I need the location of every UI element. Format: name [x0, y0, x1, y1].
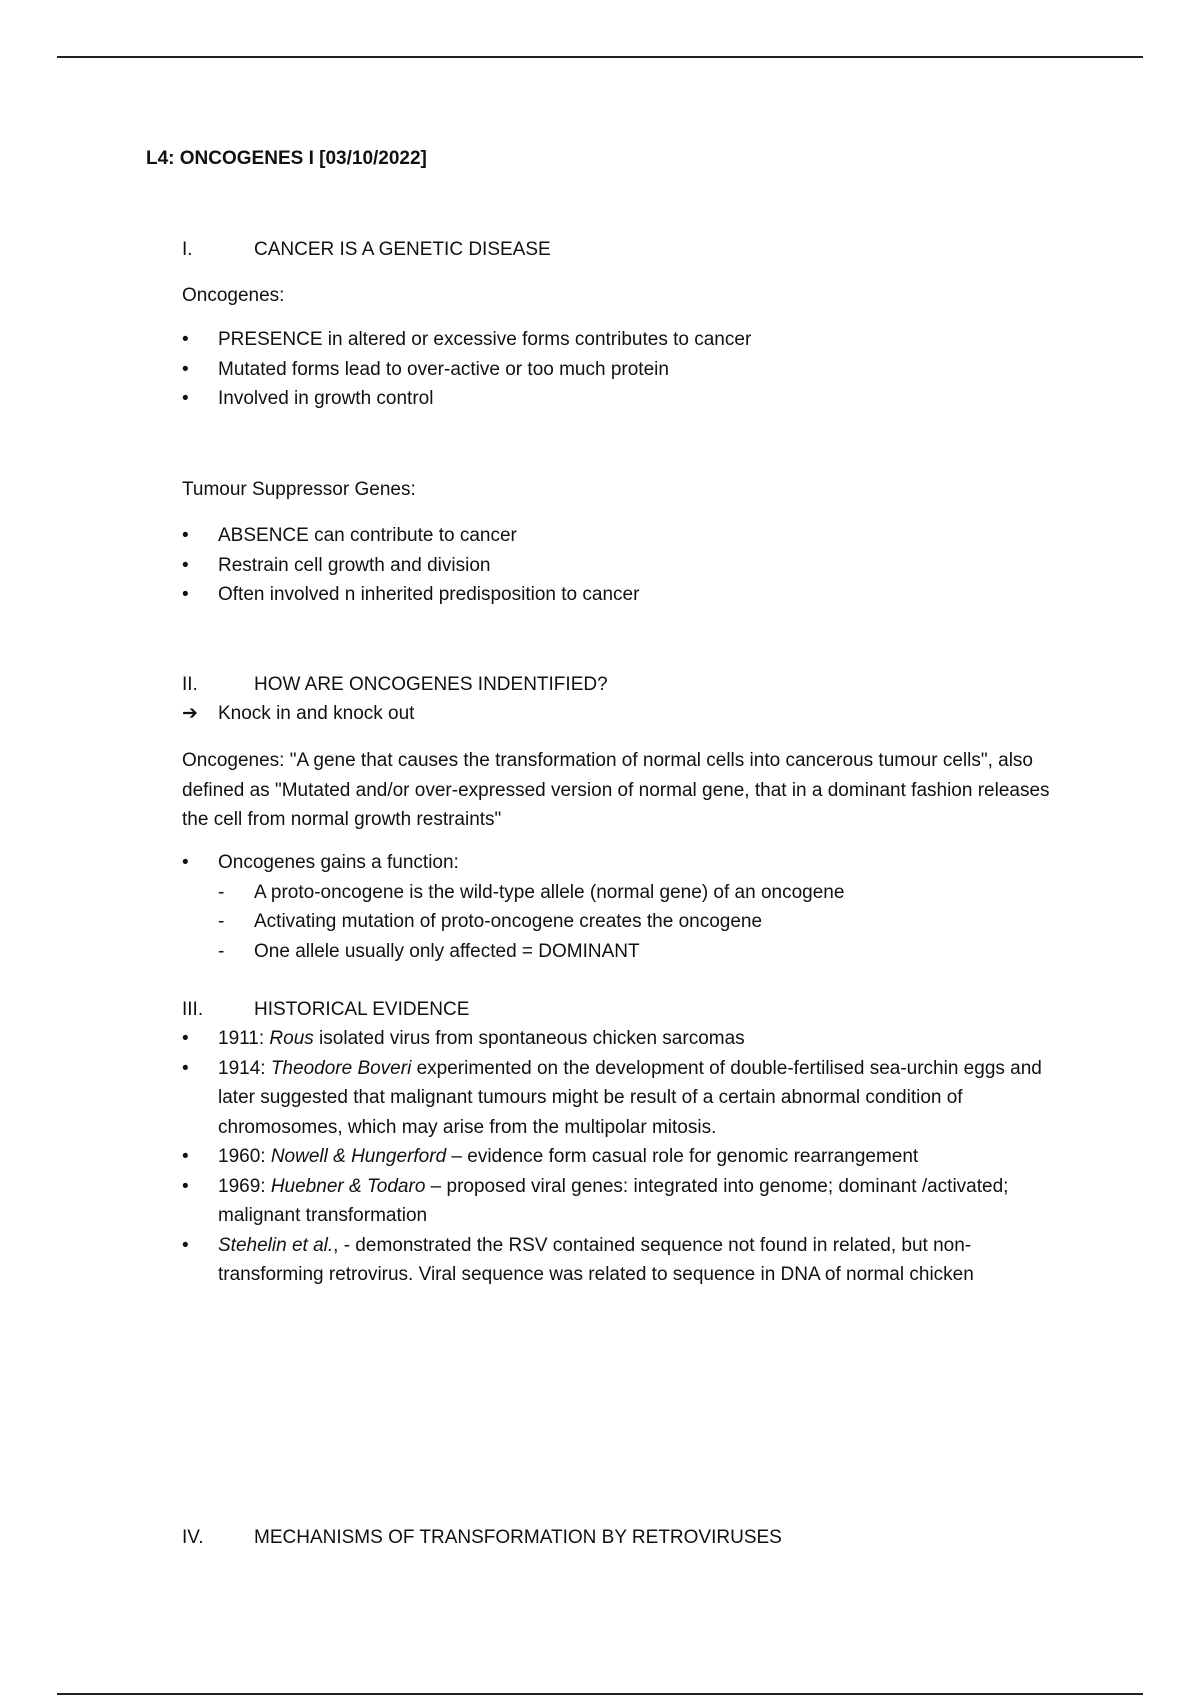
list-item: • Oncogenes gains a function: - A proto-oncogene is the wild-type allele (normal gene) of an oncogene - Activating mutation of proto-oncogene creates the oncogene - One allele usually only affected = DOMINANT [182, 848, 1062, 966]
list-item: • Mutated forms lead to over-active or too much protein [182, 355, 1062, 385]
bullet-icon: • [182, 1057, 189, 1079]
top-rule [57, 56, 1143, 58]
list-item: • 1969: Huebner & Todaro – proposed viral genes: integrated into genome; dominant /activated; malignant transformation [182, 1172, 1062, 1231]
tsg-list [182, 521, 1062, 610]
list-item: • Restrain cell growth and division [182, 551, 1062, 581]
gain-of-function-list [182, 848, 1062, 966]
dash-icon: - [218, 940, 225, 962]
list-item: • Involved in growth control [182, 384, 1062, 414]
list-item: • PRESENCE in altered or excessive forms contributes to cancer [182, 325, 1062, 355]
arrow-right-icon: ➔ [182, 703, 198, 724]
page-title: L4: ONCOGENES I [03/10/2022] [146, 148, 427, 169]
list-item: • Stehelin et al., - demonstrated the RSV contained sequence not found in related, but non-transforming retrovirus. Viral sequence was related to sequence in DNA of normal chicken [182, 1231, 1062, 1290]
oncogenes-label: Oncogenes: [182, 285, 285, 306]
tsg-label: Tumour Suppressor Genes: [182, 479, 416, 500]
historical-evidence-list [182, 1024, 1062, 1290]
bullet-icon: • [182, 852, 189, 873]
list-item: • 1914: Theodore Boveri experimented on the development of double-fertilised sea-urchin eggs and later suggested that malignant tumours might be result of a certain abnormal condition of chromosomes, which may arise from the multipolar mitosis. [182, 1054, 1062, 1143]
bullet-icon: • [182, 1028, 189, 1049]
section-4-heading [182, 1524, 782, 1552]
section-4-number: IV. [182, 1527, 204, 1548]
list-item: • Often involved n inherited predisposition to cancer [182, 580, 1062, 610]
sub-list-item: - Activating mutation of proto-oncogene creates the oncogene [218, 907, 1062, 937]
section-3-title: HISTORICAL EVIDENCE [254, 999, 470, 1020]
bullet-icon: • [182, 329, 189, 350]
section-2-title: HOW ARE ONCOGENES INDENTIFIED? [254, 674, 608, 695]
bullet-icon: • [182, 554, 189, 576]
section-3-heading [182, 996, 469, 1024]
gain-of-function-sublist [218, 878, 1062, 967]
section-2-heading [182, 671, 608, 699]
bullet-icon: • [182, 358, 189, 380]
dash-icon: - [218, 881, 225, 903]
bullet-icon: • [182, 1175, 189, 1197]
section-2-number: II. [182, 674, 198, 695]
section-1-title: CANCER IS A GENETIC DISEASE [254, 239, 551, 260]
section-3-number: III. [182, 999, 204, 1020]
section-1-number: I. [182, 239, 193, 260]
list-item: • 1911: Rous isolated virus from spontaneous chicken sarcomas [182, 1024, 1062, 1054]
section-4-title: MECHANISMS OF TRANSFORMATION BY RETROVIRUSES [254, 1527, 782, 1548]
bullet-icon: • [182, 1234, 189, 1256]
bullet-icon: • [182, 388, 189, 409]
bottom-rule [57, 1693, 1143, 1695]
oncogenes-list [182, 325, 1062, 414]
list-item: • ABSENCE can contribute to cancer [182, 521, 1062, 551]
list-item: • 1960: Nowell & Hungerford – evidence form casual role for genomic rearrangement [182, 1142, 1062, 1172]
sub-list-item: - A proto-oncogene is the wild-type allele (normal gene) of an oncogene [218, 878, 1062, 908]
bullet-icon: • [182, 1146, 189, 1167]
section-1-heading [182, 236, 551, 264]
bullet-icon: • [182, 525, 189, 546]
knock-in-knock-out: ➔ Knock in and knock out [182, 700, 414, 728]
sub-list-item: - One allele usually only affected = DOMINANT [218, 937, 1062, 967]
dash-icon: - [218, 911, 225, 932]
oncogene-definition: Oncogenes: "A gene that causes the transformation of normal cells into cancerous tumour cells", also defined as "Mutated and/or over-expressed version of normal gene, that in a dominant fashion releases the cell from normal growth restraints" [182, 750, 1050, 830]
bullet-icon: • [182, 584, 189, 605]
